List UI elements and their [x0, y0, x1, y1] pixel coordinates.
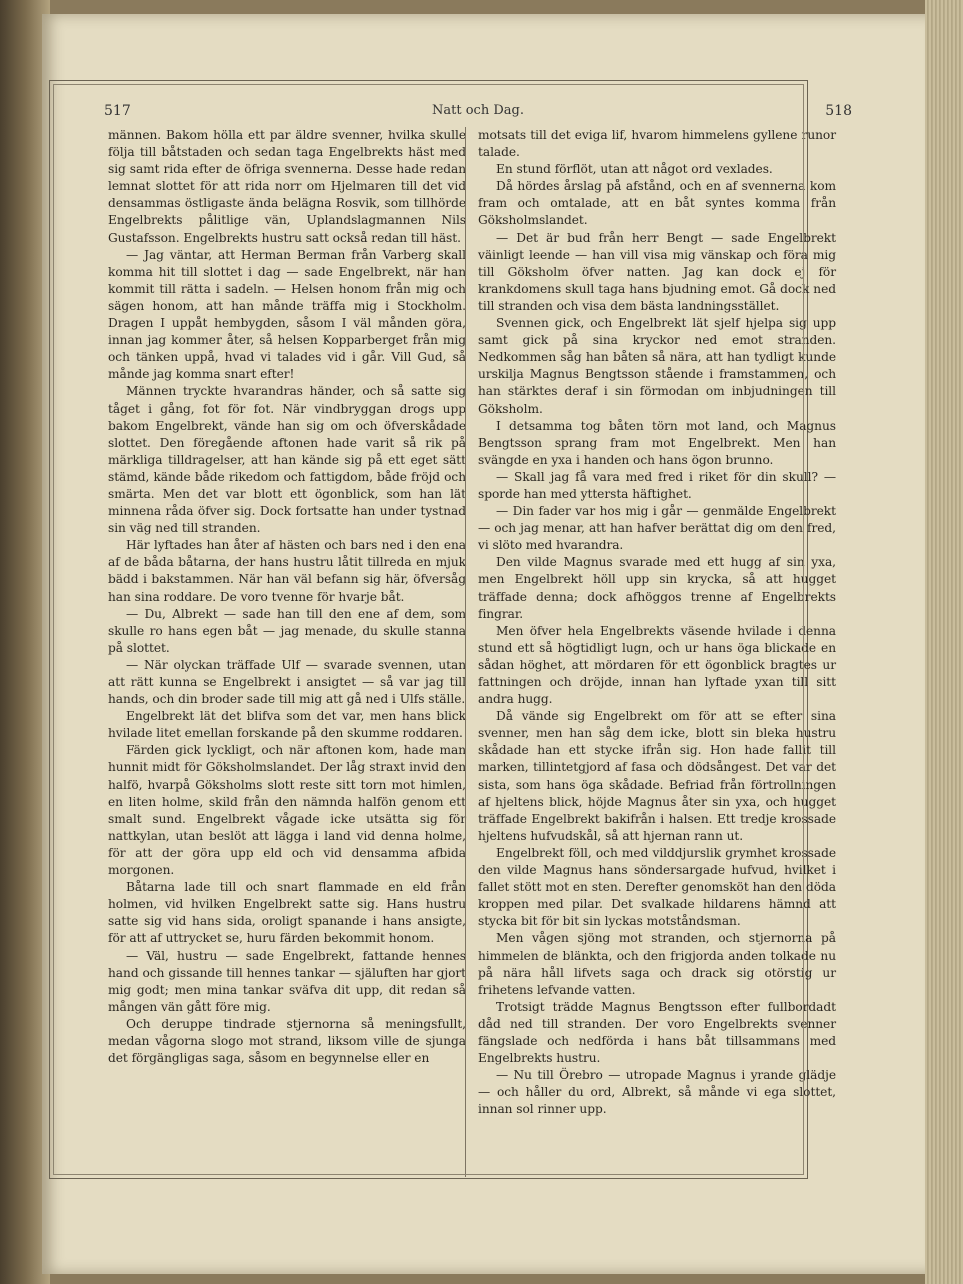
text-frame — [49, 80, 852, 1179]
right-column — [478, 127, 836, 1118]
paragraph: En stund förflöt, utan att något ord vexlades. — [496, 162, 773, 177]
paragraph: Men öfver hela Engelbrekts väsende hvilade i denna stund ett så högtidligt lugn, och ur hans öga blickade en sådan höghet, att mördaren för ett ögonblick bragtes ur fattningen och dröjde, innan han lyftade yxan till sitt andra hugg. — [478, 623, 836, 707]
paragraph: Då hördes årslag på afstånd, och en af svennerna kom fram och omtalade, att en båt syntes komma från Göksholmslandet. — [478, 179, 836, 228]
paragraph: Och deruppe tindrade stjernorna så meningsfullt, medan vågorna slogo mot strand, liksom ville de sjunga det förgängligas saga, såsom en begynnelse eller en — [108, 1016, 466, 1066]
page-number-left: 517 — [104, 103, 131, 119]
paragraph: Engelbrekt lät det blifva som det var, men hans blick hvilade litet emellan forskande på den skumme roddaren. — [108, 709, 466, 741]
paragraph: — Nu till Örebro — utropade Magnus i yrande glädje — och håller du ord, Albrekt, så månde vi ega slottet, innan sol rinner upp. — [478, 1068, 836, 1117]
paragraph: — Du, Albrekt — sade han till den ene af dem, som skulle ro hans egen båt — jag menade, du skulle stanna på slottet. — [108, 606, 466, 655]
paragraph: Färden gick lyckligt, och när aftonen kom, hade man hunnit midt för Göksholmslandet. Der låg straxt invid den halfö, hvarpå Göksholms slott reste sitt torn mot himlen, en liten holme, skild från den nämnda halfön genom ett smalt sund. Engelbrekt vågade icke utsätta sig för nattkylan, utan beslöt att lägga i land vid denna holme, för att der göra upp eld och vid densamma afbida morgonen. — [108, 743, 466, 878]
paragraph: — Skall jag få vara med fred i riket för din skull? — sporde han med yttersta häftighet. — [478, 469, 836, 501]
paragraph: Men vågen sjöng mot stranden, och stjernorna på himmelen de blänkta, och den frigjorda anden tolkade nu på nära håll lifvets saga och drack sig otörstig ur frihetens lefvande vatten. — [478, 931, 836, 997]
paragraph: Engelbrekt föll, och med vilddjurslik grymhet krossade den vilde Magnus hans söndersargade hufvud, hvilket i fallet stött mot en sten. Derefter genomsköt han den döda kroppen med pilar. Det svalkade hildarens hämnd att stycka bit för bit sin lyckas motståndsman. — [478, 845, 836, 929]
paragraph: Den vilde Magnus svarade med ett hugg af sin yxa, men Engelbrekt höll upp sin krycka, så att hugget träffade denna; dock afhöggos trenne af Engelbrekts fingrar. — [478, 555, 836, 621]
paragraph: motsats till det eviga lif, hvarom himmelens gyllene runor talade. — [478, 128, 836, 160]
paragraph: — Det är bud från herr Bengt — sade Engelbrekt väinligt leende — han vill visa mig vänskap och föra mig till Göksholm öfver natten. Jag kan dock ej för krankdomens skull taga hans bjudning emot. Gå dock ned till stranden och visa dem bästa landningsstället. — [478, 230, 836, 313]
paragraph: Här lyftades han åter af hästen och bars ned i den ena af de båda båtarna, der hans hustru låtit tillreda en mjuk bädd i bakstammen. När han väl befann sig här, öfversåg han sina roddare. De voro tvenne för hvarje båt. — [108, 538, 466, 604]
page-stack-edge — [925, 0, 963, 1284]
paragraph: Då vände sig Engelbrekt om för att se efter sina svenner, men han såg dem icke, blott sin bleka hustru skådade han ett stycke ifrån sig. Hon hade fallit till marken, tillintetgjord af fasa och dödsångest. Det var det sista, som hans öga skådade. Befriad från förtrollningen af hjeltens blick, höjde Magnus åter sin yxa, och hugget träffade Engelbrekt bakifrån i halsen. Ett tredje krossade hjeltens hufvudskål, så att hjernan rann ut. — [478, 709, 836, 843]
paragraph: Svennen gick, och Engelbrekt lät sjelf hjelpa sig upp samt gick på sina kryckor ned emot stranden. Nedkommen såg han båten så nära, att han tydligt kunde urskilja Magnus Bengtsson stående i framstammen, och han stärktes deraf i sin förmodan om inbjudningen till Göksholm. — [478, 316, 836, 416]
page-number-right: 518 — [825, 103, 852, 119]
running-header — [104, 103, 852, 129]
paragraph: — Väl, hustru — sade Engelbrekt, fattande hennes hand och gissande till hennes tankar — själuften har gjort mig godt; men mina tankar sväfva dit upp, dit redan så mången vän gått före mig. — [108, 948, 466, 1014]
paragraph: — När olyckan träffade Ulf — svarade svennen, utan att rätt kunna se Engelbrekt i ansigtet — så var jag till hands, och din broder sade till mig att gå ned i Ulfs ställe. — [108, 657, 466, 707]
paragraph: Båtarna lade till och snart flammade en eld från holmen, vid hvilken Engelbrekt satte sig. Hans hustru satte sig vid hans sida, oroligt spanande i hans ansigte, för att af uttrycket se, huru färden bekommit honom. — [108, 880, 466, 946]
left-column — [108, 127, 466, 1067]
paragraph: männen. Bakom hölla ett par äldre svenner, hvilka skulle följa till båtstaden och sedan taga Engelbrekts häst med sig samt rida efter de öfriga svennerna. Desse hade redan lemnat slottet för att rida norr om Hjelmaren till det vid densammas östligaste ända belägna Rosvik, som tillhörde Engelbrekts pålitlige vän, Uplandslagmannen Nils Gustafsson. Engelbrekts hustru satt också redan till häst. — [108, 128, 466, 245]
paragraph: — Jag väntar, att Herman Berman från Varberg skall komma hit till slottet i dag — sade Engelbrekt, när han kommit till rätta i sadeln. — Helsen honom från mig och sägen honom, att han månde träffa mig i Stockholm. Dragen I uppåt hembygden, såsom I väl månden göra, innan jag kommer åter, så helsen Kopparberget från mig och tänken uppå, hvad vi talades vid i går. Vill Gud, så månde jag komma snart efter! — [108, 247, 466, 382]
paragraph: Männen tryckte hvarandras händer, och så satte sig tåget i gång, fot för fot. När vindbryggan drogs upp bakom Engelbrekt, vände han sig om och öfverskådade slottet. Den föregående aftonen hade varit så rik på märkliga tilldragelser, att han kände sig på ett eget sätt stämd, kände både rikedom och fattigdom, både fröjd och smärta. Men det var blott ett ögonblick, som han lät minnena råda öfver sig. Dock fortsatte han under tystnad sin väg ned till stranden. — [108, 384, 466, 536]
paragraph: I detsamma tog båten törn mot land, och Magnus Bengtsson sprang fram mot Engelbrekt. Men han svängde en yxa i handen och hans ögon brunno. — [478, 418, 836, 467]
column-divider — [465, 127, 466, 1177]
journal-title: Natt och Dag. — [432, 103, 524, 118]
paragraph: Trotsigt trädde Magnus Bengtsson efter fullbordadt dåd ned till stranden. Der voro Engelbrekts svenner fängslade och nedförda i hans båt tillsammans med Engelbrekts hustru. — [478, 999, 836, 1066]
paragraph: — Din fader var hos mig i går — genmälde Engelbrekt — och jag menar, att han hafver berättat dig om den fred, vi slöto med hvarandra. — [478, 504, 836, 553]
